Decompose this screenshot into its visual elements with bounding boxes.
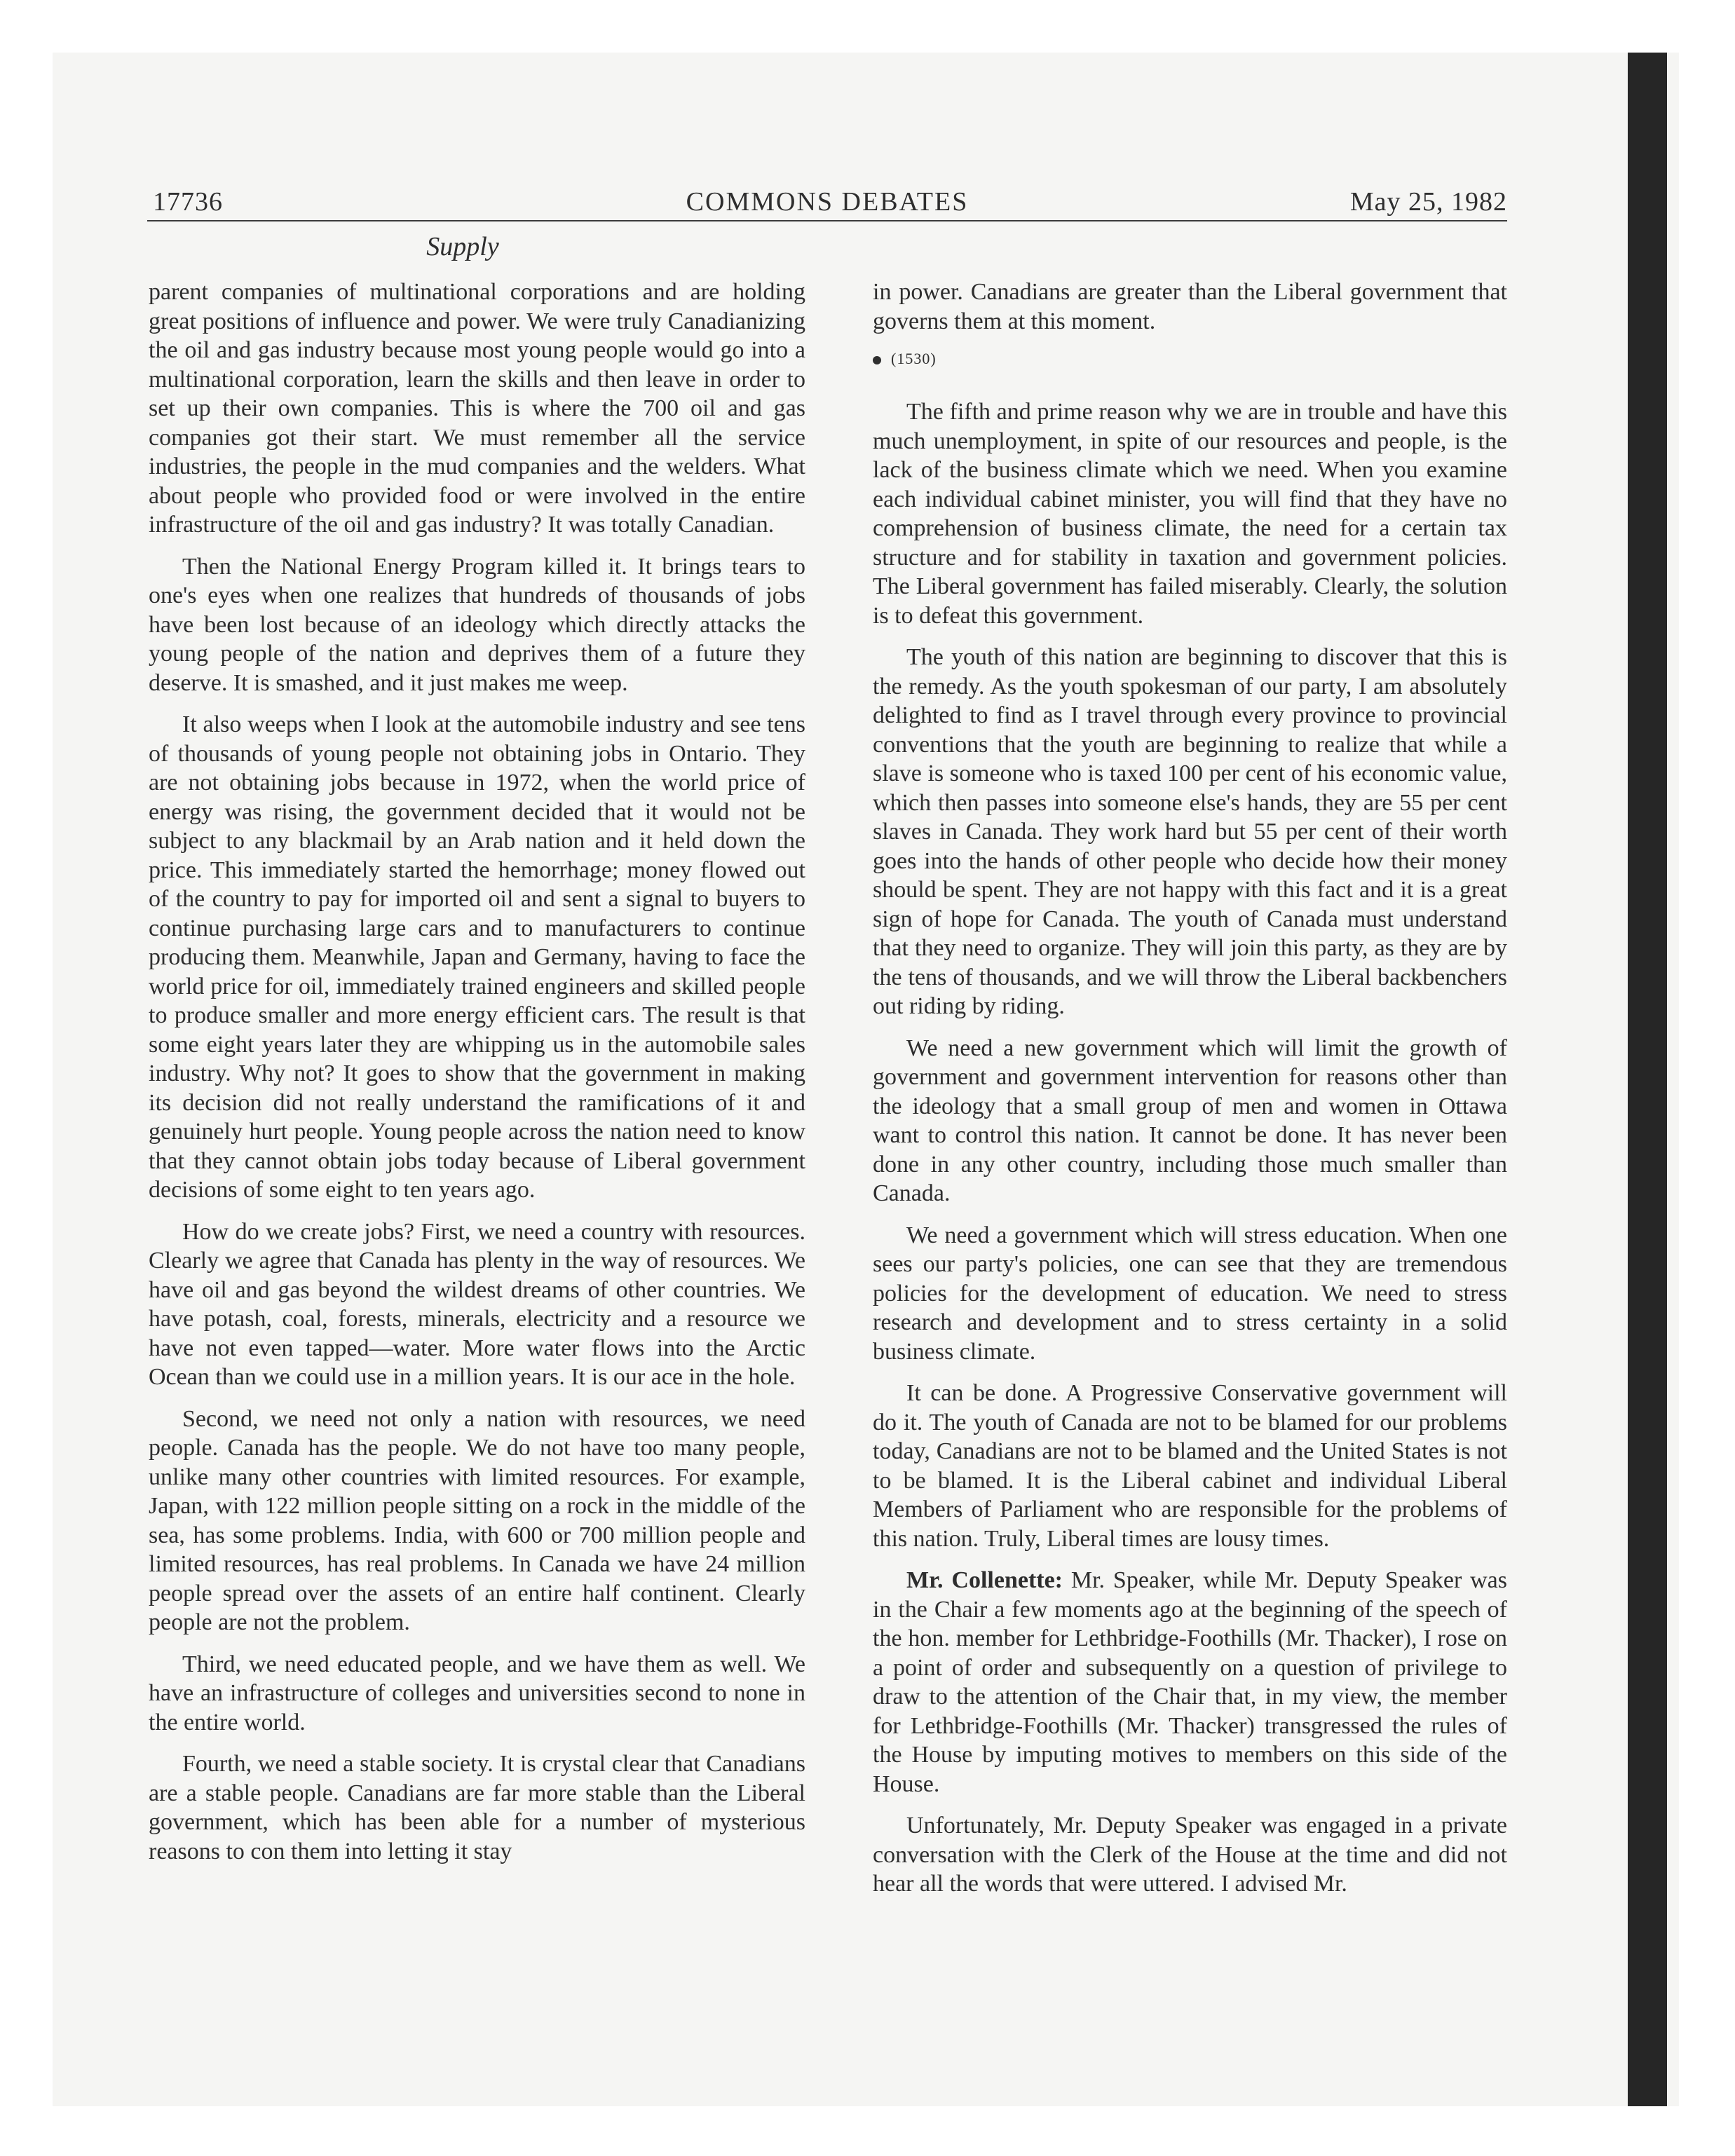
paragraph: The fifth and prime reason why we are in trouble and have this much unemployment, in spite of our resources and people, is the lack of the business climate which we need. When you examine each individual cabinet minister, you will find that they have no comprehension of business climate, the need for a certain tax structure and for stability in taxation and government policies. The Liberal government has failed miserably. Clearly, the solution is to defeat this government.: [873, 399, 1507, 629]
paragraph: We need a new government which will limit the growth of government and government intervention for reasons other than the ideology that a small group of men and women in Ottawa want to control this nation. It cannot be done. It has never been done in any other country, including those much smaller than Canada.: [873, 1035, 1507, 1206]
paragraph: How do we create jobs? First, we need a country with resources. Clearly we agree that Canada has plenty in the way of resources. We have oil and gas beyond the wildest dreams of other countries. We have potash, coal, forests, minerals, electricity and a resource we have not even tapped—water. More water flows into the Arctic Ocean than we could use in a million years. It is our ace in the hole.: [149, 1218, 805, 1390]
paragraph: The youth of this nation are beginning to discover that this is the remedy. As the youth spokesman of our party, I am absolutely delighted to find as I travel through every province to provincial conventions that the youth are beginning to realize that while a slave is someone who is taxed 100 per cent of his economic value, which then passes into someone else's hands, they are 55 per cent slaves in Canada. They work hard but 55 per cent of their worth goes into the hands of other people who decide how their money should be spent. They are not happy with this fact and it is a great sign of hope for Canada. The youth of Canada must understand that they need to organize. They will join this party, as they are by the tens of thousands, and we will throw the Liberal backbenchers out riding by riding.: [873, 644, 1507, 1019]
page-date: May 25, 1982: [1349, 187, 1507, 217]
running-head: Supply: [426, 232, 499, 261]
speech-paragraph: [873, 1566, 1507, 1799]
paragraph: Second, we need not only a nation with resources, we need people. Canada has the people. We do not have too many people, unlike many other countries with limited resources. For example, Japan, with 122 million people sitting on a rock in the middle of the sea, has some problems. India, with 600 or 700 million people and limited resources, has real problems. In Canada we have 24 million people spread over the assets of an entire half continent. Clearly people are not the problem.: [149, 1405, 805, 1635]
left-column: [149, 278, 805, 1878]
right-column: [873, 278, 1507, 1911]
paragraph: Fourth, we need a stable society. It is crystal clear that Canadians are a stable people. Canadians are far more stable than the Liberal government, which has been able for a number of mysterious reasons to con them into letting it stay: [149, 1751, 805, 1864]
page-header: [147, 181, 1507, 221]
time-marker-text: (1530): [891, 350, 937, 367]
paragraph: Third, we need educated people, and we have them as well. We have an infrastructure of colleges and universities second to none in the entire world.: [149, 1651, 805, 1735]
bullet-icon: [873, 356, 881, 364]
speaker-name: Mr. Collenette:: [906, 1567, 1063, 1593]
time-marker: [873, 348, 1507, 369]
paragraph: Unfortunately, Mr. Deputy Speaker was engaged in a private conversation with the Clerk of the House at the time and did not hear all the words that were uttered. I advised Mr.: [873, 1813, 1507, 1897]
paragraph: It can be done. A Progressive Conservative government will do it. The youth of Canada are not to be blamed for our problems today, Canadians are not to be blamed and the United States is not to be blamed. It is the Liberal cabinet and individual Liberal Members of Parliament who are responsible for the problems of this nation. Truly, Liberal times are lousy times.: [873, 1380, 1507, 1552]
page-number: 17736: [153, 187, 223, 217]
paragraph: Then the National Energy Program killed it. It brings tears to one's eyes when one realizes that hundreds of thousands of jobs have been lost because of an ideology which directly attacks the young people of the nation and deprives them of a future they deserve. It is smashed, and it just makes me weep.: [149, 553, 805, 696]
paragraph: in power. Canadians are greater than the Liberal government that governs them at this moment.: [873, 279, 1507, 334]
scan-edge-shadow: [1628, 53, 1667, 2106]
publication-title: COMMONS DEBATES: [686, 187, 969, 217]
speech-text: Mr. Speaker, while Mr. Deputy Speaker was in the Chair a few moments ago at the beginning of the speech of the hon. member for Lethbridge-Foothills (Mr. Thacker), I rose on a point of order and subsequently on a question of privilege to draw to the attention of the Chair that, in my view, the member for Lethbridge-Foothills (Mr. Thacker) transgressed the rules of the House by imputing motives to members on this side of the House.: [873, 1567, 1508, 1797]
paragraph: parent companies of multinational corporations and are holding great positions of influence and power. We were truly Canadianizing the oil and gas industry because most young people would go into a multinational corporation, learn the skills and then leave in order to set up their own companies. This is where the 700 oil and gas companies got their start. We must remember all the service industries, the people in the mud companies and the welders. What about people who provided food or were involved in the entire infrastructure of the oil and gas industry? It was totally Canadian.: [149, 279, 805, 538]
paragraph: It also weeps when I look at the automobile industry and see tens of thousands of young people not obtaining jobs in Ontario. They are not obtaining jobs because in 1972, when the world price of energy was rising, the government decided that it would not be subject to any blackmail by an Arab nation and it held down the price. This immediately started the hemorrhage; money flowed out of the country to pay for imported oil and sent a signal to buyers to continue purchasing large cars and to manufacturers to continue producing them. Meanwhile, Japan and Germany, having to face the world price for oil, immediately trained engineers and skilled people to produce smaller and more energy efficient cars. The result is that some eight years later they are whipping us in the automobile sales industry. Why not? It goes to show that the government in making its decision did not really understand the ramifications of it and genuinely hurt people. Young people across the nation need to know that they cannot obtain jobs today because of Liberal government decisions of some eight to ten years ago.: [149, 711, 805, 1203]
paragraph: We need a government which will stress education. When one sees our party's policies, one can see that they are tremendous policies for the development of education. We need to stress research and development and to stress certainty in a solid business climate.: [873, 1222, 1507, 1365]
